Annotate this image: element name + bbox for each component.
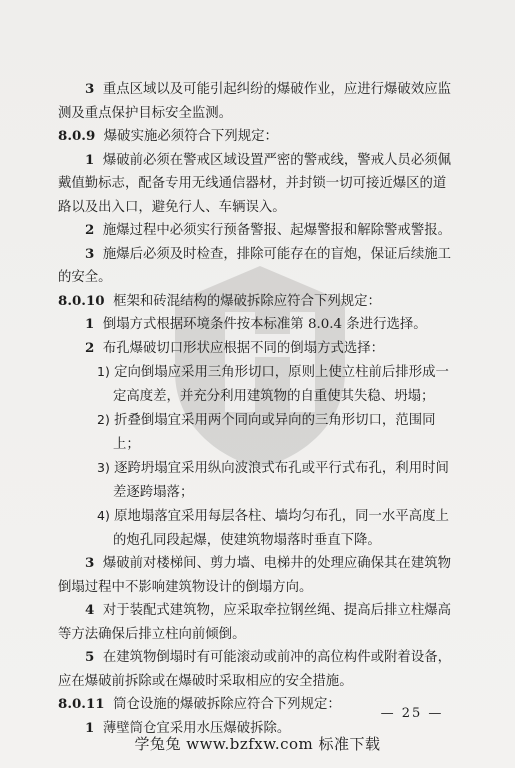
paragraph-text: 定向倒塌应采用三角形切口，原则上使立柱前后排形成一定高度差，并充分利用建筑物的自重使其失稳、坍塌； bbox=[113, 365, 449, 404]
paragraph-text: 施爆后必须及时检查，排除可能存在的盲炮，保证后续施工的安全。 bbox=[58, 246, 451, 285]
clause-number: 8.0.10 bbox=[58, 292, 105, 309]
item-number: 4 bbox=[85, 602, 95, 618]
clause-number: 8.0.11 bbox=[58, 696, 105, 712]
paragraph-text: 对于装配式建筑物，应采取牵拉钢丝绳、提高后排立柱爆高等方法确保后排立柱向前倾倒。 bbox=[58, 603, 451, 642]
footer-watermark-text: 学兔兔 www.bzfxw.com 标准下载 bbox=[134, 735, 381, 753]
item-number: 3 bbox=[85, 555, 95, 571]
paragraph-text: 在建筑物倒塌时有可能滚动或前冲的高位构件或附着设备，应在爆破前拆除或在爆破时采取相应的安全措施。 bbox=[58, 650, 451, 689]
paragraph bbox=[58, 78, 458, 125]
paragraph-text: 逐跨坍塌宜采用纵向波浪式布孔或平行式布孔，利用时间差逐跨塌落； bbox=[113, 461, 449, 500]
item-number: 5 bbox=[85, 649, 95, 665]
paragraph-text: 倒塌方式根据环境条件按本标准第 8.0.4 条进行选择。 bbox=[102, 317, 427, 332]
paragraph-text: 薄壁筒仓宜采用水压爆破拆除。 bbox=[102, 720, 291, 736]
paragraph bbox=[58, 552, 458, 599]
item-number: 2 bbox=[85, 222, 95, 238]
section-heading bbox=[58, 290, 458, 314]
item-number: 1 bbox=[85, 719, 95, 736]
paragraph-text: 原地塌落宜采用每层各柱、墙均匀布孔，同一水平高度上的炮孔同段起爆，使建筑物塌落时垂直下降。 bbox=[113, 509, 449, 548]
paragraph-text: 施爆过程中必须实行预备警报、起爆警报和解除警戒警报。 bbox=[102, 223, 451, 238]
sub-list-item bbox=[58, 360, 458, 408]
paragraph bbox=[58, 243, 458, 290]
sub-list-item bbox=[58, 408, 458, 456]
page-number: — 25 — bbox=[380, 706, 444, 721]
paragraph-text: 折叠倒塌宜采用两个同向或异向的三角形切口，范围同上； bbox=[113, 413, 436, 452]
paragraph bbox=[58, 646, 458, 693]
item-number: 1 bbox=[85, 316, 95, 332]
clause-title: 筒仓设施的爆破拆除应符合下列规定： bbox=[113, 697, 341, 712]
paragraph bbox=[58, 599, 458, 646]
paragraph-text: 爆破前必须在警戒区域设置严密的警戒线，警戒人员必须佩戴值勤标志，配备专用无线通信器材，并封锁一切可接近爆区的道路以及出入口，避免行人、车辆误入。 bbox=[58, 152, 451, 215]
sub-list-item bbox=[58, 456, 458, 504]
sub-item-number: 3) bbox=[97, 460, 110, 475]
sub-item-number: 4) bbox=[97, 508, 110, 523]
sub-item-number: 2) bbox=[97, 412, 110, 427]
paragraph-text: 爆破前对楼梯间、剪力墙、电梯井的处理应确保其在建筑物倒塌过程中不影响建筑物设计的倒塌方向。 bbox=[58, 556, 451, 595]
list-item bbox=[58, 337, 458, 361]
clause-title: 框架和砖混结构的爆破拆除应符合下列规定： bbox=[113, 293, 381, 309]
paragraph-text: 布孔爆破切口形状应根据不同的倒塌方式选择： bbox=[102, 340, 385, 356]
document-body bbox=[58, 78, 458, 740]
list-item bbox=[58, 313, 458, 337]
clause-number: 8.0.9 bbox=[58, 128, 96, 144]
paragraph-text: 重点区域以及可能引起纠纷的爆破作业，应进行爆破效应监测及重点保护目标安全监测。 bbox=[58, 82, 451, 121]
section-heading bbox=[58, 125, 458, 149]
item-number: 3 bbox=[85, 245, 95, 262]
paragraph bbox=[58, 219, 458, 243]
item-number: 2 bbox=[85, 339, 95, 356]
clause-title: 爆破实施必须符合下列规定： bbox=[103, 129, 278, 144]
sub-list-item bbox=[58, 504, 458, 552]
paragraph bbox=[58, 149, 458, 220]
item-number: 1 bbox=[85, 151, 95, 168]
item-number: 3 bbox=[85, 81, 95, 97]
sub-item-number: 1) bbox=[97, 364, 110, 379]
